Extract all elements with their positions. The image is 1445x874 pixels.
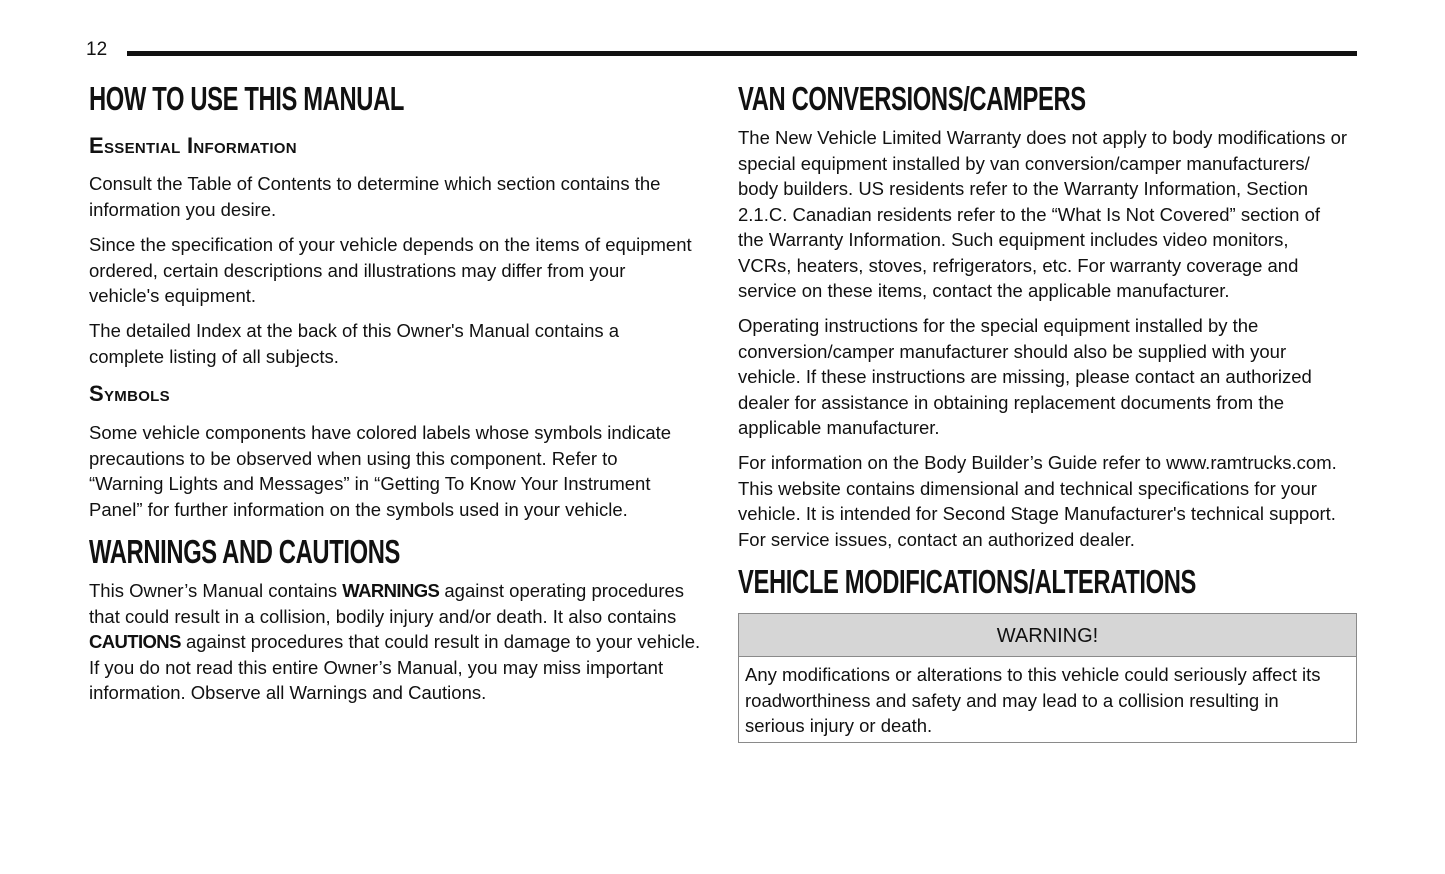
heading-how-to-use: HOW TO USE THIS MANUAL bbox=[89, 80, 405, 117]
paragraph-van-3 bbox=[738, 450, 1337, 552]
page-number: 12 bbox=[86, 39, 108, 60]
text-line: vehicle's equipment. bbox=[89, 285, 257, 306]
text-line: Any modifications or alterations to this vehicle could seriously affect its bbox=[745, 664, 1321, 685]
text-line: service on these items, contact the applicable manufacturer. bbox=[738, 280, 1230, 301]
text-line: special equipment installed by van conversion/camper manufacturers/ bbox=[738, 152, 1310, 174]
text-line: If you do not read this entire Owner’s Manual, you may miss important bbox=[89, 656, 664, 678]
paragraph-essential-3 bbox=[89, 318, 619, 369]
text-line bbox=[89, 629, 700, 655]
text-line: Panel” for further information on the symbols used in your vehicle. bbox=[89, 498, 628, 520]
text-line: The detailed Index at the back of this Owner's Manual contains a bbox=[89, 320, 620, 341]
text-line: complete listing of all subjects. bbox=[89, 345, 339, 367]
text-line: Consult the Table of Contents to determine which section contains the bbox=[89, 173, 661, 194]
heading-warnings-cautions: WARNINGS AND CAUTIONS bbox=[89, 533, 401, 570]
paragraph-essential-2 bbox=[89, 232, 692, 309]
text-line bbox=[89, 578, 700, 604]
text-line: information you desire. bbox=[89, 198, 277, 220]
text-line: vehicle. It is intended for Second Stage Manufacturer's technical support. bbox=[738, 503, 1336, 524]
text-line: The New Vehicle Limited Warranty does not apply to body modifications or bbox=[738, 127, 1348, 148]
text-line: Some vehicle components have colored labels whose symbols indicate bbox=[89, 422, 672, 443]
header-rule bbox=[127, 51, 1357, 56]
text-line: applicable manufacturer. bbox=[738, 417, 940, 438]
text-line: For service issues, contact an authorized dealer. bbox=[738, 528, 1135, 550]
text-line: precautions to be observed when using this component. Refer to bbox=[89, 447, 618, 469]
text-line: For information on the Body Builder’s Guide refer to www.ramtrucks.com. bbox=[738, 452, 1337, 473]
text-line: serious injury or death. bbox=[745, 715, 933, 736]
heading-essential-information: Essential Information bbox=[89, 133, 297, 158]
text-line: information. Observe all Warnings and Cautions. bbox=[89, 682, 487, 703]
paragraph-warnings bbox=[89, 578, 700, 706]
text-line: the Warranty Information. Such equipment includes video monitors, bbox=[738, 229, 1289, 250]
text-line: “Warning Lights and Messages” in “Getting To Know Your Instrument bbox=[89, 473, 651, 494]
text-segment: This Owner’s Manual contains bbox=[89, 580, 343, 601]
text-line: conversion/camper manufacturer should also be supplied with your bbox=[738, 340, 1287, 362]
text-line: This website contains dimensional and technical specifications for your bbox=[738, 477, 1317, 499]
heading-vehicle-modifications: VEHICLE MODIFICATIONS/ALTERATIONS bbox=[738, 563, 1197, 600]
warning-body bbox=[739, 657, 1356, 744]
emphasis-text: WARNINGS bbox=[342, 580, 440, 601]
paragraph-van-2 bbox=[738, 313, 1312, 441]
text-segment: against operating procedures bbox=[439, 580, 685, 601]
warning-title: WARNING! bbox=[739, 614, 1356, 657]
text-line: that could result in a collision, bodily injury and/or death. It also contains bbox=[89, 605, 677, 627]
text-line: vehicle. If these instructions are missing, please contact an authorized bbox=[738, 366, 1312, 387]
text-line: 2.1.C. Canadian residents refer to the “What Is Not Covered” section of bbox=[738, 203, 1321, 225]
text-segment: against procedures that could result in damage to your vehicle. bbox=[180, 631, 701, 652]
heading-van-conversions: VAN CONVERSIONS/CAMPERS bbox=[738, 80, 1086, 117]
paragraph-essential-1 bbox=[89, 171, 660, 222]
emphasis-text: CAUTIONS bbox=[89, 631, 181, 652]
text-line: dealer for assistance in obtaining replacement documents from the bbox=[738, 391, 1285, 413]
text-line: roadworthiness and safety and may lead to a collision resulting in bbox=[745, 689, 1279, 711]
paragraph-van-1 bbox=[738, 125, 1347, 304]
text-line: Since the specification of your vehicle depends on the items of equipment bbox=[89, 234, 692, 255]
text-line: Operating instructions for the special equipment installed by the bbox=[738, 315, 1259, 336]
text-line: ordered, certain descriptions and illustrations may differ from your bbox=[89, 259, 626, 281]
paragraph-symbols bbox=[89, 420, 671, 522]
text-line: VCRs, heaters, stoves, refrigerators, etc. For warranty coverage and bbox=[738, 254, 1299, 276]
heading-symbols: Symbols bbox=[89, 381, 170, 406]
warning-box bbox=[738, 613, 1357, 743]
text-line: body builders. US residents refer to the Warranty Information, Section bbox=[738, 178, 1308, 199]
